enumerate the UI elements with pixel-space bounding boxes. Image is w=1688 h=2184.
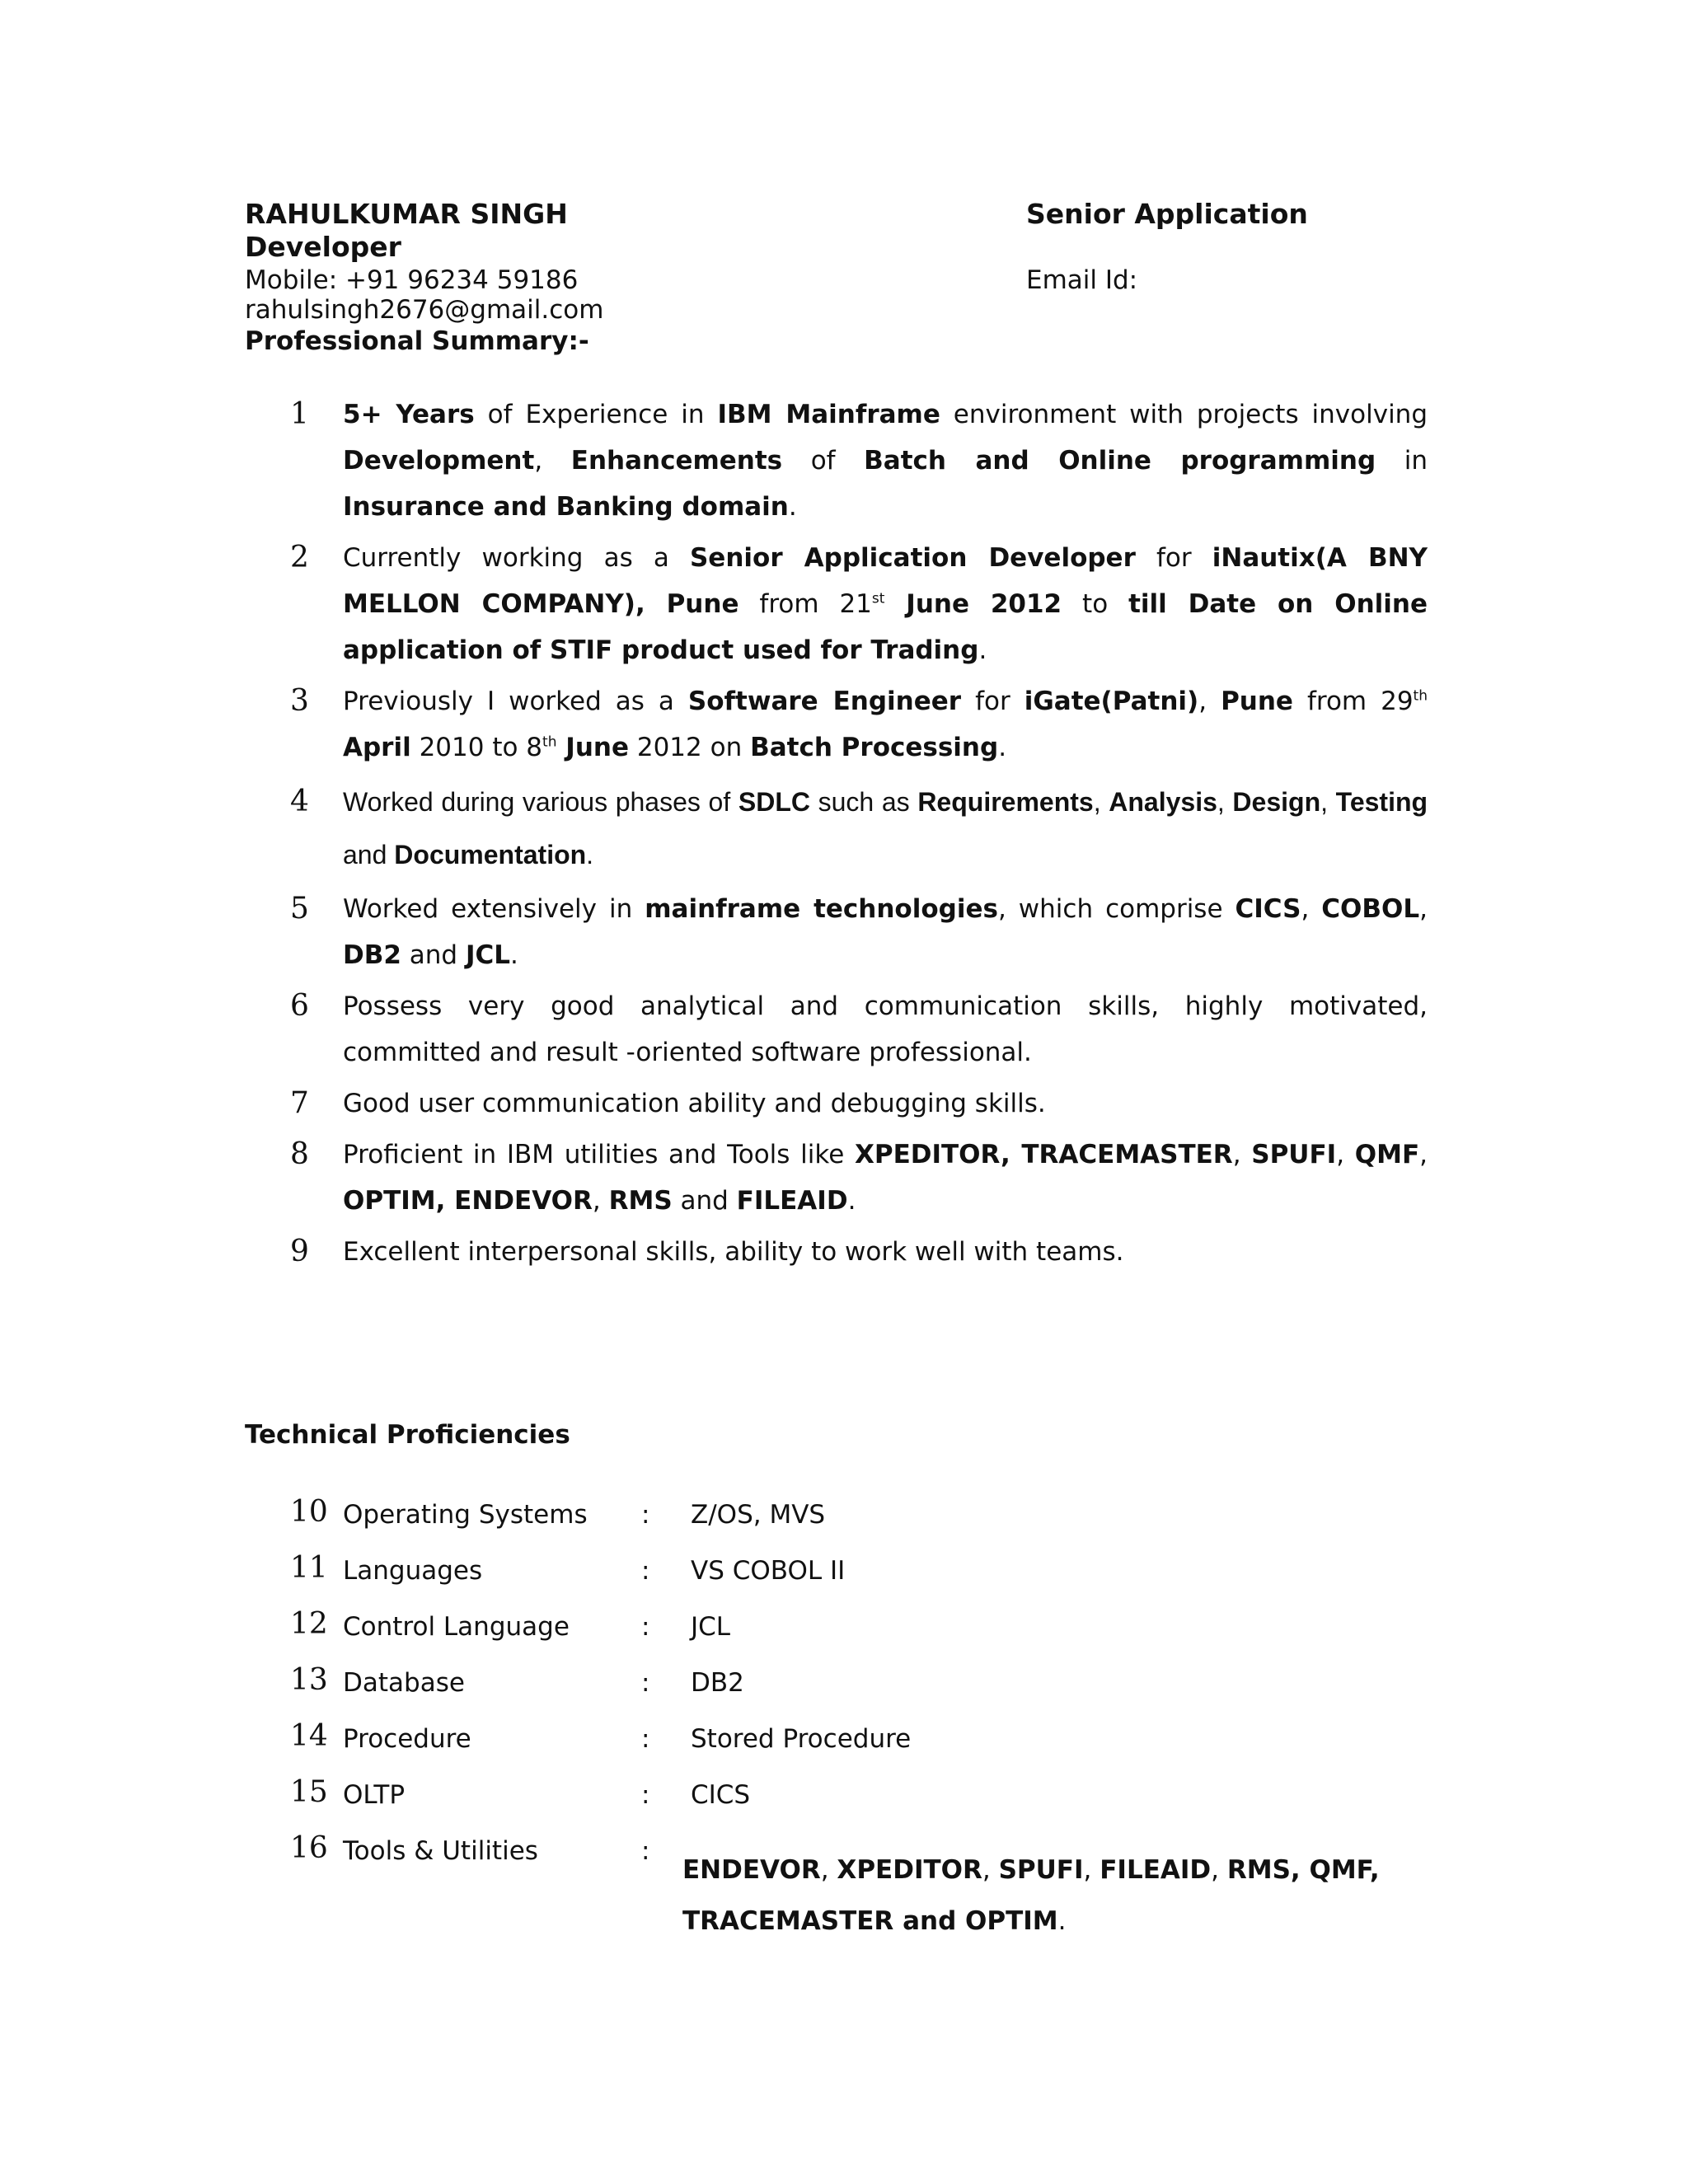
tech-row-label: Database <box>343 1668 465 1698</box>
tech-row-number: 14 <box>290 1719 328 1753</box>
text-run: CICS <box>1235 894 1301 924</box>
text-run: Requirements <box>917 787 1094 817</box>
text-run: . <box>510 940 518 970</box>
text-run: , <box>1301 894 1322 924</box>
text-run: , <box>1093 787 1109 817</box>
tech-row-label: OLTP <box>343 1780 406 1810</box>
tech-row-value: DB2 <box>691 1668 744 1698</box>
text-run: , <box>1320 787 1336 817</box>
summary-item-text <box>343 983 1428 1076</box>
text-run: Enhancements <box>570 446 783 476</box>
summary-item-text <box>343 1229 1428 1275</box>
text-run: Worked during various phases of <box>343 787 738 817</box>
summary-item-number: 7 <box>290 1086 309 1120</box>
designation-line2: Developer <box>245 231 401 263</box>
text-run: Excellent interpersonal skills, ability to work well with teams. <box>343 1237 1124 1267</box>
tech-row <box>290 1607 1526 1661</box>
candidate-name: RAHULKUMAR SINGH <box>245 198 568 230</box>
text-run: , <box>1232 1140 1252 1169</box>
text-run: JCL <box>465 940 511 970</box>
tech-row-number: 10 <box>290 1495 328 1529</box>
tools-run: ENDEVOR <box>682 1855 821 1885</box>
tech-row-value: CICS <box>691 1780 751 1810</box>
tech-row-value: JCL <box>691 1612 731 1642</box>
designation-line1: Senior Application <box>1026 198 1308 230</box>
text-run: till Date on Online application of STIF product used for Trading <box>343 589 1428 665</box>
summary-item-text <box>343 535 1428 673</box>
tech-row-colon: : <box>641 1780 650 1810</box>
text-run: and <box>343 840 395 869</box>
email-label: Email Id: <box>1026 265 1138 295</box>
summary-item-number: 1 <box>290 397 309 431</box>
summary-item <box>290 391 1428 530</box>
summary-item-number: 9 <box>290 1235 309 1268</box>
text-run: , <box>1198 687 1221 716</box>
text-run: . <box>788 492 797 522</box>
text-run: FILEAID <box>736 1186 848 1216</box>
tech-row <box>290 1663 1526 1718</box>
text-run: Batch and Online programming <box>864 446 1376 476</box>
text-run: . <box>586 840 594 869</box>
tools-run: . <box>1057 1906 1067 1936</box>
text-run: and <box>401 940 466 970</box>
text-run: th <box>542 733 557 751</box>
summary-item-text <box>343 776 1428 881</box>
text-run: environment with projects involving <box>940 400 1428 429</box>
text-run: of Experience in <box>474 400 718 429</box>
tech-row-colon: : <box>641 1612 650 1642</box>
tools-run: , <box>820 1855 837 1885</box>
summary-item <box>290 776 1428 881</box>
text-run: for <box>1135 543 1212 573</box>
tech-row <box>290 1775 1526 1830</box>
tech-row-label: Tools & Utilities <box>343 1836 538 1866</box>
text-run: Batch Processing <box>750 733 999 762</box>
text-run: Analysis <box>1109 787 1217 817</box>
professional-summary-list <box>290 391 1428 1280</box>
summary-item-number: 3 <box>290 684 309 718</box>
text-run: , <box>1419 894 1428 924</box>
text-run: 5+ Years <box>343 400 475 429</box>
text-run: th <box>1413 687 1428 705</box>
text-run: June 2012 <box>884 589 1062 619</box>
tech-row-value: Z/OS, MVS <box>691 1500 826 1530</box>
text-run: of <box>782 446 865 476</box>
tools-utilities-value <box>682 1844 1441 1947</box>
text-run: SDLC <box>738 787 810 817</box>
tech-row-number: 13 <box>290 1663 328 1697</box>
tech-row-label: Languages <box>343 1556 483 1586</box>
tech-row-colon: : <box>641 1724 650 1754</box>
text-run: , <box>592 1186 609 1216</box>
text-run: in <box>1376 446 1428 476</box>
tech-row <box>290 1719 1526 1774</box>
text-run: IBM Mainframe <box>717 400 940 429</box>
text-run: Documentation <box>394 840 587 869</box>
tech-row-label: Procedure <box>343 1724 471 1754</box>
tools-run: FILEAID <box>1100 1855 1212 1885</box>
summary-item-number: 2 <box>290 541 309 574</box>
summary-item-text <box>343 886 1428 978</box>
text-run: , which comprise <box>997 894 1236 924</box>
mobile-number: Mobile: +91 96234 59186 <box>245 265 579 295</box>
text-run: April <box>343 733 411 762</box>
text-run: SPUFI <box>1251 1140 1337 1169</box>
text-run: from 21 <box>738 589 872 619</box>
text-run: such as <box>809 787 918 817</box>
tech-row-value: VS COBOL II <box>691 1556 846 1586</box>
tools-run: XPEDITOR <box>837 1855 982 1885</box>
summary-item-number: 5 <box>290 892 309 926</box>
text-run: , <box>1217 787 1233 817</box>
text-run: June <box>556 733 629 762</box>
tech-row-colon: : <box>641 1668 650 1698</box>
text-run: , <box>1419 1140 1428 1169</box>
text-run: for <box>961 687 1025 716</box>
text-run: Development <box>343 446 535 476</box>
summary-item <box>290 983 1428 1076</box>
text-run: QMF <box>1354 1140 1420 1169</box>
text-run: 2010 to 8 <box>410 733 543 762</box>
summary-heading: Professional Summary:- <box>245 326 589 356</box>
summary-item <box>290 1132 1428 1224</box>
tools-run: , <box>1211 1855 1227 1885</box>
summary-item <box>290 535 1428 673</box>
text-run: XPEDITOR, TRACEMASTER <box>854 1140 1233 1169</box>
text-run: Proficient in IBM utilities and Tools like <box>343 1140 855 1169</box>
tech-row-number: 12 <box>290 1607 328 1641</box>
text-run: and <box>672 1186 737 1216</box>
text-run: OPTIM, ENDEVOR <box>343 1186 593 1216</box>
email-address: rahulsingh2676@gmail.com <box>245 295 604 325</box>
summary-item-text <box>343 678 1428 771</box>
tech-row-colon: : <box>641 1556 650 1586</box>
text-run: . <box>978 635 987 665</box>
text-run: Good user communication ability and debugging skills. <box>343 1089 1046 1118</box>
text-run: iNautix(A BNY MELLON COMPANY), Pune <box>343 543 1428 619</box>
text-run: to <box>1062 589 1129 619</box>
text-run: 2012 on <box>629 733 751 762</box>
tech-row-label: Operating Systems <box>343 1500 588 1530</box>
tech-row-number: 15 <box>290 1775 328 1809</box>
text-run: Possess very good analytical and communication skills, highly motivated, committed and result -oriented software professional. <box>343 991 1428 1067</box>
summary-item <box>290 1229 1428 1275</box>
text-run: . <box>847 1186 856 1216</box>
text-run: Previously I worked as a <box>343 687 688 716</box>
tools-run: , <box>1083 1855 1100 1885</box>
text-run: Senior Application Developer <box>689 543 1136 573</box>
summary-item-number: 4 <box>290 785 309 818</box>
text-run: . <box>998 733 1007 762</box>
text-run: Software Engineer <box>687 687 962 716</box>
summary-item-text <box>343 1132 1428 1224</box>
text-run: Worked extensively in <box>343 894 645 924</box>
summary-item-number: 8 <box>290 1137 309 1171</box>
tech-row-colon: : <box>641 1500 650 1530</box>
tools-run: SPUFI <box>998 1855 1084 1885</box>
tech-row-colon: : <box>641 1836 650 1866</box>
text-run: Testing <box>1335 787 1428 817</box>
text-run: Pune <box>1221 687 1293 716</box>
tools-run: , <box>982 1855 999 1885</box>
tech-row <box>290 1551 1526 1605</box>
text-run: DB2 <box>343 940 401 970</box>
summary-item-number: 6 <box>290 989 309 1023</box>
text-run: , <box>1336 1140 1355 1169</box>
text-run: Currently working as a <box>343 543 690 573</box>
summary-item <box>290 678 1428 771</box>
tech-row-label: Control Language <box>343 1612 570 1642</box>
tools-run: RMS, QMF, TRACEMASTER and OPTIM <box>682 1855 1380 1936</box>
tech-row-number: 11 <box>290 1551 328 1585</box>
tech-row-value: Stored Procedure <box>691 1724 912 1754</box>
tech-row-number: 16 <box>290 1831 328 1865</box>
summary-item-text <box>343 391 1428 530</box>
text-run: mainframe technologies <box>645 894 998 924</box>
text-run: RMS <box>608 1186 673 1216</box>
text-run: COBOL <box>1321 894 1420 924</box>
tech-row <box>290 1495 1526 1549</box>
text-run: iGate(Patni) <box>1024 687 1199 716</box>
text-run: st <box>871 590 885 607</box>
summary-item <box>290 1080 1428 1127</box>
technical-heading: Technical Proficiencies <box>245 1420 570 1450</box>
summary-item <box>290 886 1428 978</box>
text-run: Insurance and Banking domain <box>343 492 789 522</box>
summary-item-text <box>343 1080 1428 1127</box>
text-run: Design <box>1232 787 1321 817</box>
text-run: , <box>534 446 571 476</box>
text-run: from 29 <box>1292 687 1414 716</box>
